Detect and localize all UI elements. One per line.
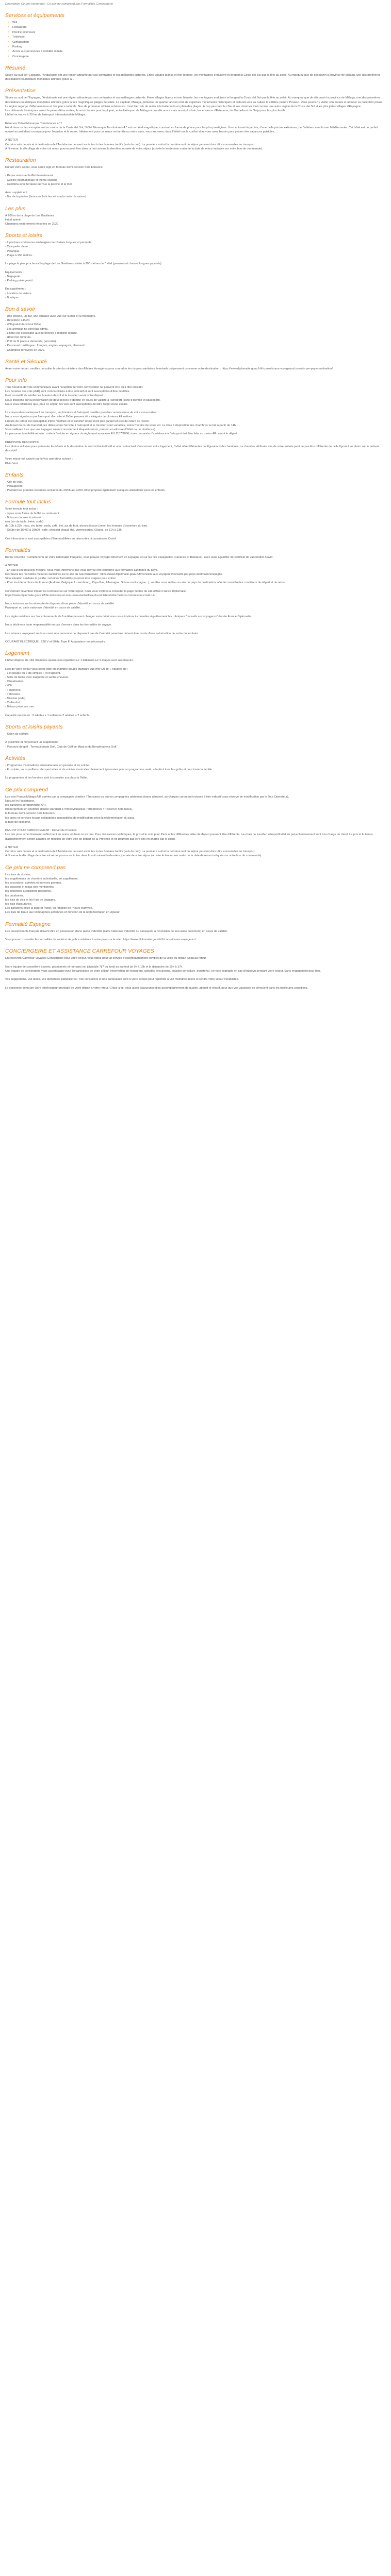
paragraph: Plein Vent — [5, 462, 19, 465]
feature-item — [5, 49, 387, 54]
paragraph: Nous insistons sur la nécessité de disposer d'une pièce d'identité en cours de validité. — [5, 602, 115, 606]
paragraph: Capacité maximum : 3 adultes + 1 enfant ou 2 adultes + 2 enfants. — [5, 714, 90, 717]
section-section-3 — [5, 113, 387, 151]
section-title: Résumé — [5, 64, 26, 71]
breadcrumb[interactable]: Description Ce prix comprend : Ce prix ne comprend pas Formalités Conciergerie — [5, 3, 113, 6]
paragraph: Les frais de dossier, — [5, 873, 31, 876]
paragraph: Les photos utilisées pour présenter les hôtels et la destination le sont à titre indicatif et non contractuel. Concernant votre logement, l'hôtel offre différentes configurations de chambres. La chambre attribuée lors de votre arrivée peut ne pas être différente de celle figurant en photo sur le présent descriptif. — [5, 445, 380, 452]
section-bon-a-savoir — [5, 306, 387, 352]
paragraph: les boissons et repas non mentionnés, — [5, 886, 55, 889]
section-logement — [5, 650, 387, 718]
paragraph: - Bar de la piscine (boissons fraîches et snacks selon la saison). — [5, 195, 87, 199]
paragraph: - Goûter de 16h00 à 18h00 : café, chocolat chaud, thé, viennoiseries, Glaces, de 11h à 23h. — [5, 529, 123, 532]
paragraph: - Plage à 250 mètres. — [5, 253, 33, 257]
check-icon: ✓ — [7, 55, 10, 58]
paragraph: COURANT ÉLECTRIQUE : 230 V et 50Hz. Type F. Adaptateur non nécessaire. — [5, 640, 106, 643]
paragraph: À 200 m de la plage de Los Gavilanes — [5, 214, 54, 217]
check-icon: ✓ — [7, 36, 10, 39]
paragraph: Avec supplément : — [5, 191, 29, 195]
paragraph: Située au sud de l'Espagne, l'Andalousie est une région attirante par ses contrastes et ses mélanges culturels. Entre villages blancs et mer bleutée, les montagnes enduisent et longent la Costa del Sol que la fête au soleil. Au marquez que de découvrir la province de Málaga, une des premières destinations touristiques mondiales attirante grâce à ses magnifiques plages de sable. La capitale, Málaga, présente un quartier ancien orné de superbes monuments historiques et culturels et à sa culture la célèbre peintre Picasso. Vous pourrez y visiter son musée et admirer sa collection privée. La région regorge d'effervescence et des parcs naturels. Non de promener et lieux à découvrir. Il est bien sûr de rester à la belle verts en plein des plages. À cap parcourir la côte et ses charmes tout comme une autre région de la Costa del Sol si les plus jolies villages d'Espagne. — [5, 96, 383, 108]
paragraph: - Parcours de golf : Torrequebrada Golf, Club de Golf de Mijas et du Benalmadena Golf. — [5, 745, 117, 749]
paragraph: Les horaires des vols (A/R) sont communiqués à titre indicatif et sont susceptibles d'être modifiés. — [5, 390, 131, 394]
paragraph: Durant votre séjour, vous serez logé en formule demi-pension hors boissons. — [5, 165, 104, 169]
spacer — [5, 117, 387, 121]
paragraph: - Cuisine internationale et thème cooking — [5, 178, 58, 182]
paragraph: les suppléments de chambre individuelle, en supplément, — [5, 877, 79, 880]
spacer — [5, 406, 387, 411]
paragraph: L'hôtel se trouve à 20 km de l'aéroport international de Málaga. — [5, 113, 86, 117]
paragraph: l'accueil et l'assistance, — [5, 799, 35, 803]
paragraph: Les règles relatives aux franchissements de frontière peuvent changer sans délai, nous vous invitons à consulter régulièrement les rubriques "conseils aux voyageurs" du site France Diplomatie. — [5, 615, 252, 618]
paragraph: Retrouvez les nouvelles mesures sanitaires sur le site du Gouvernement : https://www.diplomatie.gouv.fr/fr/conseils-aux-voyageurs/conseils-par-pays-destination/espagne — [5, 572, 222, 576]
paragraph: - Coffre-fort. — [5, 701, 21, 705]
paragraph: - Salle de bains avec baignoire et sèche-cheveux. — [5, 675, 69, 679]
spacer — [5, 283, 387, 287]
paragraph: les frais d'assurance. — [5, 903, 32, 906]
paragraph: - En soirée, vous profiterez de spectacles et de soirées musicales pleinement épanouies pour un programme varié, adapté à tous les goûts et pour toute la famille. — [5, 768, 213, 771]
sections-container — [5, 12, 387, 990]
spacer — [5, 436, 387, 440]
paragraph: À l'inverse, le décollage de votre vol retour pourra avoir lieu dans la nuit suivant la dernière journée de votre séjour (arrivée le lendemain matin de la date de retour indiquée sur votre bon de commande). — [5, 147, 263, 150]
paragraph: - Téléphone. — [5, 688, 22, 692]
section-pour-info — [5, 377, 387, 432]
section-title: Enfants — [5, 471, 24, 478]
paragraph: - Parking privé gratuit. — [5, 279, 34, 282]
section-formule-tout-inclus — [5, 499, 387, 541]
section-title: Les plus — [5, 205, 26, 212]
spacer — [5, 619, 387, 623]
section-sports-et-loisirs-payants — [5, 724, 387, 749]
section-les-plus — [5, 206, 387, 227]
feature-item — [5, 25, 387, 29]
check-icon: ✓ — [7, 40, 10, 44]
spacer — [5, 636, 387, 640]
section-title: Activités — [5, 755, 26, 761]
paragraph: Nous vous informons que, pour ce séjour, les vols sont susceptibles de faire l'objet d'une escale. — [5, 402, 128, 406]
section-formalite-espagne — [5, 921, 387, 942]
paragraph: Concernant l'éventuel impact du Coronavirus sur votre séjour, nous vous invitons à consulter la page dédiée du site officiel France Diplomatie : — [5, 589, 187, 593]
section-title: CONCIERGERIE ET ASSISTANCE CARREFOUR VOYAGES — [5, 948, 154, 955]
section-title: Formalité Espagne — [5, 921, 51, 927]
paragraph: À NOTER — [5, 564, 18, 568]
section-enfants — [5, 472, 387, 493]
paragraph: À NOTER — [5, 139, 18, 142]
paragraph: Ces informations sont susceptibles d'être modifiées en raison des circonstances Covid. — [5, 537, 117, 540]
paragraph: - Location de voiture. — [5, 292, 32, 295]
spacer — [5, 266, 387, 270]
paragraph: la taxe de solidarité. — [5, 820, 31, 824]
feature-label: Piscine extérieure — [12, 30, 36, 34]
paragraph: - Chambres rénovées en 2020. — [5, 348, 45, 352]
paragraph: À NOTER — [5, 845, 18, 849]
feature-item — [5, 40, 387, 44]
spacer — [5, 824, 387, 828]
paragraph: Certains vols depuis et à destination de l'Andalousie peuvent avoir lieu à des horaires tardifs (vols de nuit). La première nuit et la dernière nuit du séjour peuvent donc être concernées au transport. — [5, 143, 255, 146]
paragraph: Hôtel animé — [5, 218, 21, 222]
paragraph: les dépenses à caractère personnel, — [5, 890, 52, 893]
paragraph: les taxes et services locaux obligatoires susceptibles de modification selon la réglementation du pays, — [5, 816, 135, 820]
paragraph: Hôtel dans un lieu exceptionnel au centre de la Costa del Sol, l'hôtel Monarque Torrobriones 4 * est un hôtel magnifique, construit en forme de phare pour les plus prestigieux. Il est entouré de jardins, d'une belle piscine extérieure, de l'intérieur vers la mer Méditerranée. Cet hôtel est un parfait nouvel accueil dans un espace pour l'évasion et le repos. Idéalement pour un séjour en famille ou entre amis, vous trouverez dans l'hôtel tout le confort dont vous avez besoin pour passer des vacances paisibles. — [5, 126, 378, 133]
paragraph: la formule demi-pension hors boissons, — [5, 812, 56, 816]
paragraph: Passeport ou carte nationale d'identité en cours de validité. — [5, 606, 81, 610]
paragraph: - Balcon privé vue mer. — [5, 705, 35, 709]
paragraph: - Prêt de fil plat/sur demande, (sécurité). — [5, 340, 57, 344]
section-title: Ce prix comprend — [5, 786, 48, 793]
spacer — [5, 598, 387, 602]
paragraph: Nous déclinons toute responsabilité en cas d'erreurs dans les formalités de voyage. — [5, 623, 112, 627]
spacer — [5, 585, 387, 589]
paragraph: l'hébergement en chambre double standard à l'hôtel Monarque Torrobriones 4* (réservé hors taxes), — [5, 808, 133, 811]
section-title: Pour info — [5, 377, 27, 383]
spacer — [5, 736, 387, 740]
check-icon: ✓ — [7, 30, 10, 34]
paragraph: Le plage la plus proche est la plage de Los Gavilanes située à 200 mètres de l'hôtel (parasols et chaises longues payants). — [5, 262, 162, 266]
paragraph: Une équipe de conciergerie vous accompagne pour l'organisation de votre séjour (réservation de restaurant, activités, excursions, location de voiture, transferts), et reste joignable en cas d'imprévu pendant votre séjour. Sans engagement pour rien. — [5, 969, 321, 973]
paragraph: - Bagagerie. — [5, 275, 21, 278]
section-activites — [5, 755, 387, 781]
spacer — [5, 841, 387, 845]
paragraph: Nous insistons sur la présentation de deux pièces d'identité en cours de validité à l'aéroport (carte d'identité et passeport). — [5, 398, 161, 402]
paragraph: - Salon de coiffure. — [5, 732, 29, 736]
paragraph: de 10h à 23h : eau, vin, bière, soda, café, thé, jus de fruit, alcools locaux (selon les horaires d'ouverture du bar). — [5, 524, 148, 528]
section-title: Santé et Sécurité — [5, 358, 47, 365]
section-title: Ce prix ne comprend pas — [5, 864, 66, 871]
feature-label: Accès aux personnes à mobilité réduite — [12, 50, 63, 54]
paragraph: - Télévision. — [5, 692, 21, 696]
paragraph: - repas sous forme de buffet au restaurant — [5, 512, 59, 515]
section-resume — [5, 65, 387, 81]
paragraph: Le programme et les horaires sont à consulter sur place à l'hôtel. — [5, 776, 88, 780]
paragraph: Équipements : — [5, 270, 24, 274]
section-title: Formalités — [5, 547, 31, 554]
paragraph: PAS D'IT POUR D'ABONNEMENT : Départ de Province — [5, 829, 77, 833]
paragraph: Nous vous signalons que l'aéroport d'arrivée et l'hôtel peuvent être éloignés de plusieurs kilomètres. — [5, 415, 133, 419]
paragraph: - Une piscine, un bar, une terrasse avec vue sur la mer et la montagne. — [5, 314, 96, 318]
section-ce-prix-ne-comprend-pas — [5, 865, 387, 915]
check-icon: ✓ — [7, 21, 10, 24]
paragraph: Notre équipe de conseillers experts, passionnés et humains est joignable 7j/7 du lundi au samedi de 9h à 19h et le dimanche de 10h à 17h. — [5, 965, 183, 969]
feature-label: Wifi — [12, 21, 18, 24]
paragraph: - Boutique. — [5, 296, 20, 299]
paragraph: https://www.diplomatie.gouv.fr/fr/le-ministere-et-son-reseau/actualites-du-ministere/informations-coronavirus-covid-19/ — [5, 594, 155, 597]
spacer — [5, 627, 387, 631]
paragraph: Chambres entièrement rénovées en 2020 — [5, 222, 59, 226]
paragraph: Les bâtiments historiques valent la peine d'être visités, ils sont classés pour la plupart, entre l'aéroport de Málaga à que découvrir mais aussi plus loin, les environs d'Estepona, de Marbella et de Nerja pour les plus festifs. — [5, 109, 286, 112]
paragraph: Avant votre départ, veuillez consulter le site du ministère des Affaires étrangères pour connaître les risques sanitaires éventuels qui peuvent concerner votre destination : https://www.diplomatie.gouv.fr/fr/conseils-aux-voyageurs/conseils-par-pays-destination/ — [5, 367, 333, 370]
section-services-et-equipements — [5, 12, 387, 59]
paragraph: - Pétanque. — [5, 249, 20, 253]
paragraph: - Wifi. — [5, 684, 13, 688]
section-title: Sports et loisirs payants — [5, 723, 63, 730]
paragraph: Bonne nouvelle : Compte tenu de votre nationalité française, vous pouvez voyager librement en Espagne et sur les îles espagnoles (Canaries et Baléares), avec avoir à justifier de certificat de vaccination Covid. — [5, 556, 273, 560]
paragraph: - Wifi gratuit dans tout l'hôtel. — [5, 323, 42, 327]
feature-label: Parking — [12, 45, 22, 48]
feature-item — [5, 21, 387, 25]
spacer — [5, 187, 387, 191]
paragraph: - 1 lit double ou 2 lits simples + lit d'appoint. — [5, 671, 61, 675]
spacer — [5, 973, 387, 977]
paragraph: En supplément : — [5, 287, 26, 291]
feature-item — [5, 45, 387, 49]
paragraph: les pourboires, — [5, 894, 24, 897]
spacer — [5, 663, 387, 667]
paragraph: Vous pouvez consulter les formalités de santé et de police relatives à votre pays sur le site : https://www.diplomatie.gouv.fr/fr/conseils-aux-voyageurs/ — [5, 938, 196, 942]
section-presentation — [5, 88, 387, 113]
spacer — [5, 709, 387, 714]
paragraph: Au départ du car de transfert, les délais entre l'arrivée à l'aéroport et le transfert sont variables, selon l'horaire de votre vol. La mise à disposition des chambres se fait à partir de 14h. — [5, 423, 237, 427]
section-sante-et-securite — [5, 359, 387, 371]
paragraph: Votre séjour est assuré par le/vos opérateur suivant : — [5, 457, 73, 461]
page-content — [5, 2, 387, 990]
section-formalites — [5, 547, 387, 644]
paragraph: Les mineurs voyageant seuls ou avec une personne ne disposant pas de l'autorité parentale doivent être munis d'une autorisation de sortie du territoire. — [5, 632, 199, 635]
paragraph: - 2 piscines extérieures aménagées de chaises longues et parasols. — [5, 241, 92, 245]
paragraph: La personne à mobilité réduite : suite à l'entrée en vigueur du règlement européen EU 1107/2006, toute demande d'assistance à l'aéroport doit être faite au moins 48h avant le départ. — [5, 432, 238, 436]
spacer — [5, 533, 387, 537]
paragraph: Votre formule tout inclus : — [5, 507, 38, 511]
section-restauration — [5, 157, 387, 199]
paragraph: - Casquette d'eau. — [5, 245, 29, 249]
feature-item — [5, 55, 387, 59]
spacer — [5, 772, 387, 776]
section-section-10 — [5, 432, 387, 466]
paragraph: - Pour tout départ hors de France (Andorre, Belgique, Luxembourg, Pays-Bas, Allemagne, Suisse ou Espagne...), veuillez vous référer au site du pays de destination, afin de connaître les conditions de départ et de retour. — [5, 581, 286, 585]
spacer — [5, 934, 387, 938]
section-title: Logement — [5, 650, 29, 657]
paragraph: - Cafétéria avec terrasse sur vue la piscine et la mer. — [5, 182, 73, 186]
paragraph: PRÉCISION DESCRIPTIF — [5, 440, 39, 444]
paragraph: Vous veillerez à ce que vos bagages soient correctement étiquetés (nom, prénom et adresse d'hôtel ou de résidence). — [5, 428, 156, 431]
paragraph: - Les animaux ne sont pas admis. — [5, 327, 48, 331]
paragraph: - Programme d'animations internationales en journée et en soirée. — [5, 764, 90, 767]
paragraph: les frais de visa et les frais de bagages, — [5, 898, 56, 902]
section-conciergerie-et-assistance-carrefour-voyages — [5, 948, 387, 990]
paragraph: - Personnel multilingue : français, anglais, espagnol, allemand. — [5, 344, 86, 348]
paragraph: Réservez l'hôtel Monarque Torrobriones 4 * ! — [5, 122, 62, 125]
paragraph: À proximité et moyennant un supplément : — [5, 741, 59, 744]
paragraph: - L'hôtel est accessible aux personnes à mobilité réduite. — [5, 331, 78, 335]
paragraph: - Mini-bar (vide). — [5, 697, 26, 700]
paragraph: Certains vols depuis et à destination de l'Andalousie peuvent avoir lieu à des horaires tardifs (vols de nuit). La première nuit et la dernière nuit du séjour peuvent donc être concernées au transport. — [5, 850, 255, 854]
feature-label: Climatisation — [12, 40, 29, 44]
spacer — [5, 453, 387, 457]
paragraph: Les prix pour acheminement s'effectuent en avion, en train ou en bus. Pour des raisons techniques, le prix et le nom pour Paris et les différentes villes de départ pourront être différents. Les frais de transfert aéroport/hôtel en pré-acheminement sont à la charge du client. Le prix et le temps d'acheminement seront adaptés en fonction de votre ville de départ de la Province et ne pourront pas être pris en charge par le client. — [5, 833, 373, 841]
paragraph: Si la situation sanitaire le justifie, certaines formalités pourront être exigées pour entrer. — [5, 577, 117, 581]
feature-item — [5, 35, 387, 39]
feature-label: Télévision — [12, 36, 26, 39]
spacer — [5, 134, 387, 138]
paragraph: les transferts aéroport/hôtel A/R, — [5, 803, 47, 807]
section-title: Formule tout inclus — [5, 499, 51, 505]
check-icon: ✓ — [7, 50, 10, 54]
paragraph: les excursions, activités et services payants, — [5, 882, 62, 885]
spacer — [5, 960, 387, 964]
paragraph: eau (vin de table, bière, soda) — [5, 520, 44, 524]
paragraph: Lors de votre séjour vous serez logé en chambre double standard vue mer (25 m²), équipée de : — [5, 667, 128, 671]
paragraph: - En cas d'une nouvelle mesure, nous vous informons que vous devrez être conforme aux formalités sanitaires du pays. — [5, 568, 158, 572]
paragraph: Le concierge demeure votre interlocuteur privilégié de votre départ à votre retour. Grâce à lui, vous aurez l'assurance d'un accompagnement de qualité, attentif et réactif, pour que vos vacances se déroulent dans les meilleures conditions. — [5, 986, 308, 990]
paragraph: Située au sud de l'Espagne, l'Andalousie est une région attirante par ses contrastes et ses mélanges culturels. Entre villages blancs et mer bleutée, les montagnes enduisent et longent la Costa del Sol que la fête au soleil. Au marquez que de découvrir la province de Málaga, une des premières destinations touristiques mondiales attirante grâce à... — [5, 73, 381, 81]
paragraph: Tous horaires de vols communiqués avant réception de votre convocation ne peuvent être qu'à titre indicatif. — [5, 385, 143, 389]
paragraph: - Boissons locales à volonté : — [5, 516, 43, 519]
section-sports-et-loisirs — [5, 232, 387, 300]
paragraph: Vos suggestions, vos idées, vos demandes particulières : nos conseillers et nos partenaires sont à votre écoute pour répondre à vos moindres désirs et rendre votre séjour inoubliable. — [5, 978, 239, 981]
feature-item — [5, 30, 387, 35]
paragraph: En réservant Carrefour Voyages Conciergerie pour votre séjour, vous optez pour un service d'accompagnement complet de la veille du départ jusqu'au retour. — [5, 957, 207, 960]
section-title: Présentation — [5, 88, 36, 94]
feature-list — [5, 21, 387, 59]
paragraph: - Hôtel non-fumeurs. — [5, 335, 31, 339]
paragraph: - Réception 24h/24. — [5, 319, 30, 323]
section-title: Restauration — [5, 157, 36, 163]
section-ce-prix-comprend — [5, 787, 387, 858]
spacer — [5, 981, 387, 986]
spacer — [5, 560, 387, 564]
paragraph: - Repas servis au buffet du restaurant — [5, 174, 54, 178]
paragraph: La convocation s'adressant au transport, les horaires et l'aéroport, veuillez prendre connaissance de votre convocation. — [5, 411, 158, 415]
paragraph: - Climatisation. — [5, 680, 24, 684]
paragraph: L'hôtel dispose de 184 chambres spacieuses réparties sur 1 bâtiment sur 9 étages avec ascenseurs. — [5, 659, 134, 663]
check-icon: ✓ — [7, 26, 10, 29]
check-icon: ✓ — [7, 45, 10, 48]
feature-label: Restaurant — [12, 26, 27, 29]
paragraph: L'heure de retour est susceptible d'être modifiée et le transfert retour n'est pas garanti en cas de retard de l'avion. — [5, 419, 150, 423]
spacer — [5, 258, 387, 262]
paragraph: Il est conseillé de vérifier les horaires de vol et le transfert avant votre départ. — [5, 394, 104, 398]
paragraph: - Pataugeoire. — [5, 485, 24, 488]
spacer — [5, 611, 387, 615]
paragraph: À l'inverse le décollage de votre vol retour pourra avoir lieu dans la nuit suivant la dernière journée de votre séjour (arrivée le lendemain matin de la date de retour indiquée sur votre bon de commande). — [5, 854, 262, 858]
feature-label: Conciergerie — [12, 55, 29, 58]
section-title: Services et équipements — [5, 12, 64, 19]
section-title: Sports et loisirs — [5, 232, 42, 239]
paragraph: Les ressortissants français doivent être en possession d'une pièce d'identité (carte nationale d'identité ou passeport, à l'exclusion de tout autre document) en cours de validité. — [5, 929, 228, 933]
paragraph: Les frais de tenue aux compagnies aériennes en fonction de la réglementation en vigueur. — [5, 911, 120, 914]
paragraph: - Aire de jeux. — [5, 480, 23, 484]
paragraph: Les transferts entre la gare et l'hôtel, en fonction de l'heure d'arrivée. — [5, 907, 93, 910]
paragraph: - Pendant les grandes vacances scolaires du 20/06 au 10/09, hôtel propose également quelques animations pour les enfants. — [5, 489, 166, 493]
spacer — [5, 170, 387, 174]
section-title: Bon à savoir — [5, 306, 36, 312]
paragraph: Les vols France/Málaga A/R opérés par la compagnie charters / Transavia ou autres compagnies aériennes (taxes aéroport, surcharges carburant incluses à titre indicatif sous réserve de modification par le Tour Opérateur), — [5, 795, 289, 799]
